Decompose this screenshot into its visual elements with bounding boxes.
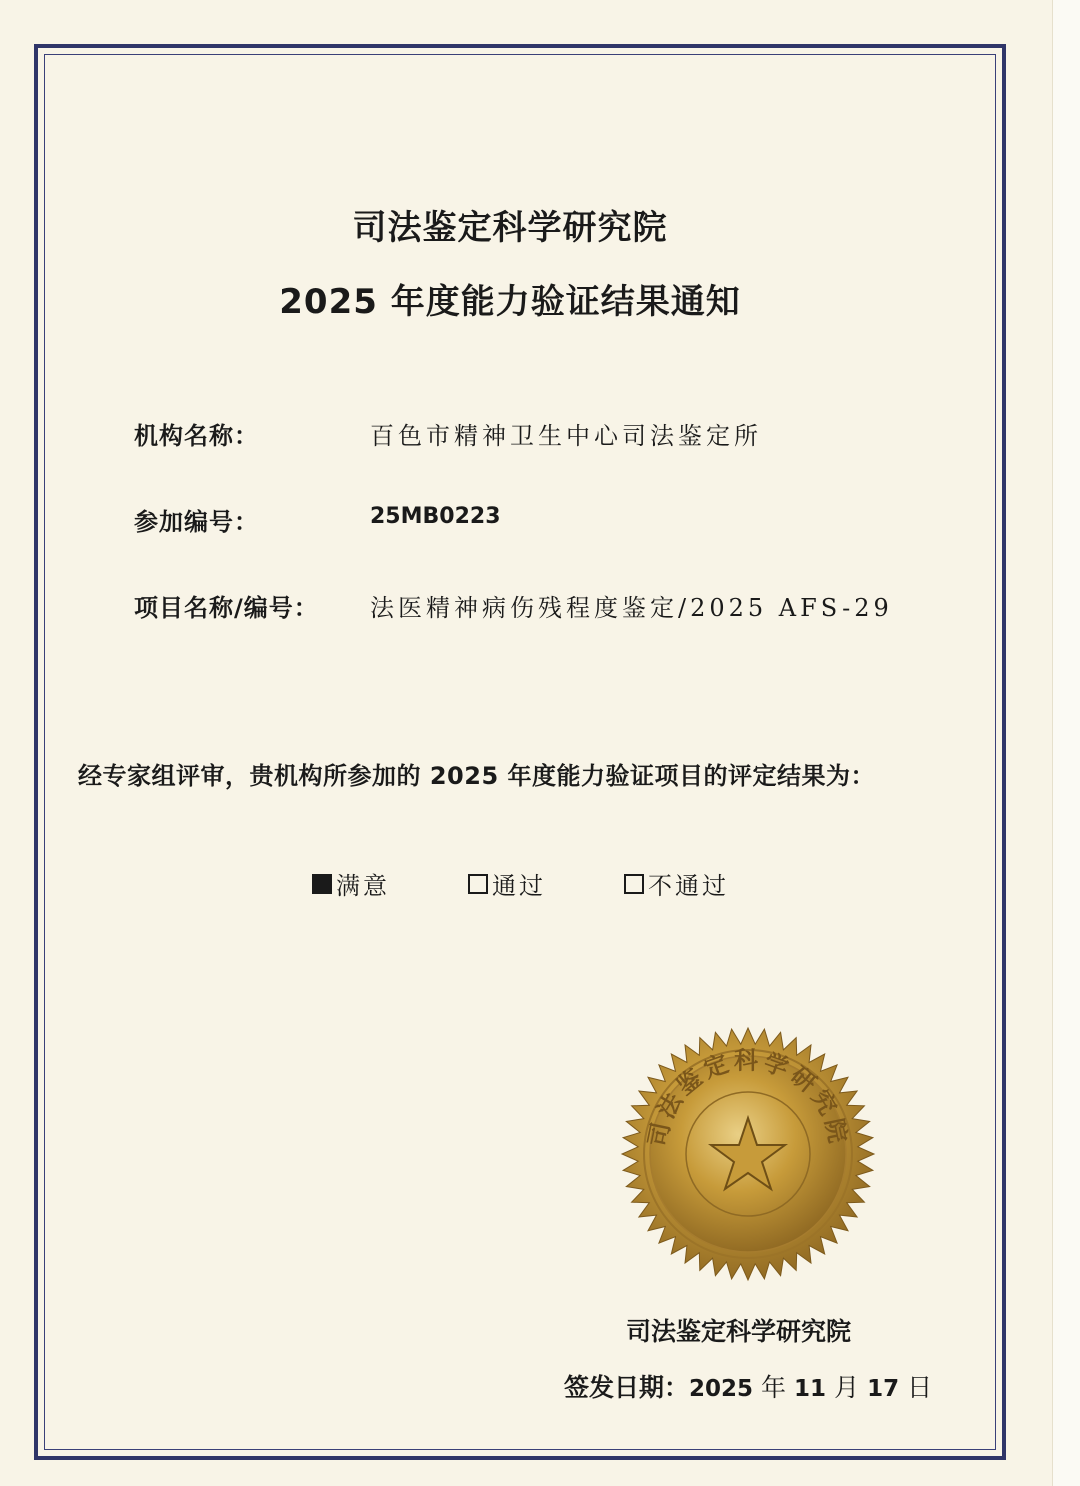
date-label: 签发日期： xyxy=(564,1373,690,1402)
result-option-label: 不通过 xyxy=(648,872,729,900)
result-option-satisfactory xyxy=(312,866,390,901)
date-day-unit: 日 xyxy=(907,1373,933,1402)
date-year: 2025 xyxy=(689,1376,754,1402)
issuer-name: 司法鉴定科学研究院 xyxy=(626,1317,852,1346)
result-options xyxy=(0,866,1052,902)
evaluation-statement: 经专家组评审，贵机构所参加的 2025 年度能力验证项目的评定结果为： xyxy=(78,762,876,790)
field-value: 25MB0223 xyxy=(370,504,501,529)
notice-title: 2025 年度能力验证结果通知 xyxy=(279,282,741,322)
date-month: 11 xyxy=(794,1376,827,1402)
date-year-unit: 年 xyxy=(761,1373,787,1402)
result-option-fail xyxy=(624,866,729,901)
checkbox-icon xyxy=(468,874,488,894)
result-option-label: 通过 xyxy=(492,872,546,900)
field-label: 参加编号： xyxy=(134,508,259,536)
result-option-pass xyxy=(468,866,546,901)
institute-title: 司法鉴定科学研究院 xyxy=(352,208,668,248)
checkbox-icon xyxy=(312,874,332,894)
checkbox-icon xyxy=(624,874,644,894)
seal-text: 司法鉴定科学研究院 xyxy=(642,1045,854,1150)
date-day: 17 xyxy=(867,1376,900,1402)
field-label: 项目名称/编号： xyxy=(134,594,319,622)
paper-edge xyxy=(1052,0,1080,1486)
issue-date xyxy=(564,1368,940,1404)
field-value: 百色市精神卫生中心司法鉴定所 xyxy=(370,422,762,450)
gold-seal xyxy=(620,1026,876,1282)
result-option-label: 满意 xyxy=(336,872,390,900)
date-month-unit: 月 xyxy=(834,1373,860,1402)
field-value: 法医精神病伤残程度鉴定/2025 AFS-29 xyxy=(370,594,893,622)
field-label: 机构名称： xyxy=(134,422,259,450)
